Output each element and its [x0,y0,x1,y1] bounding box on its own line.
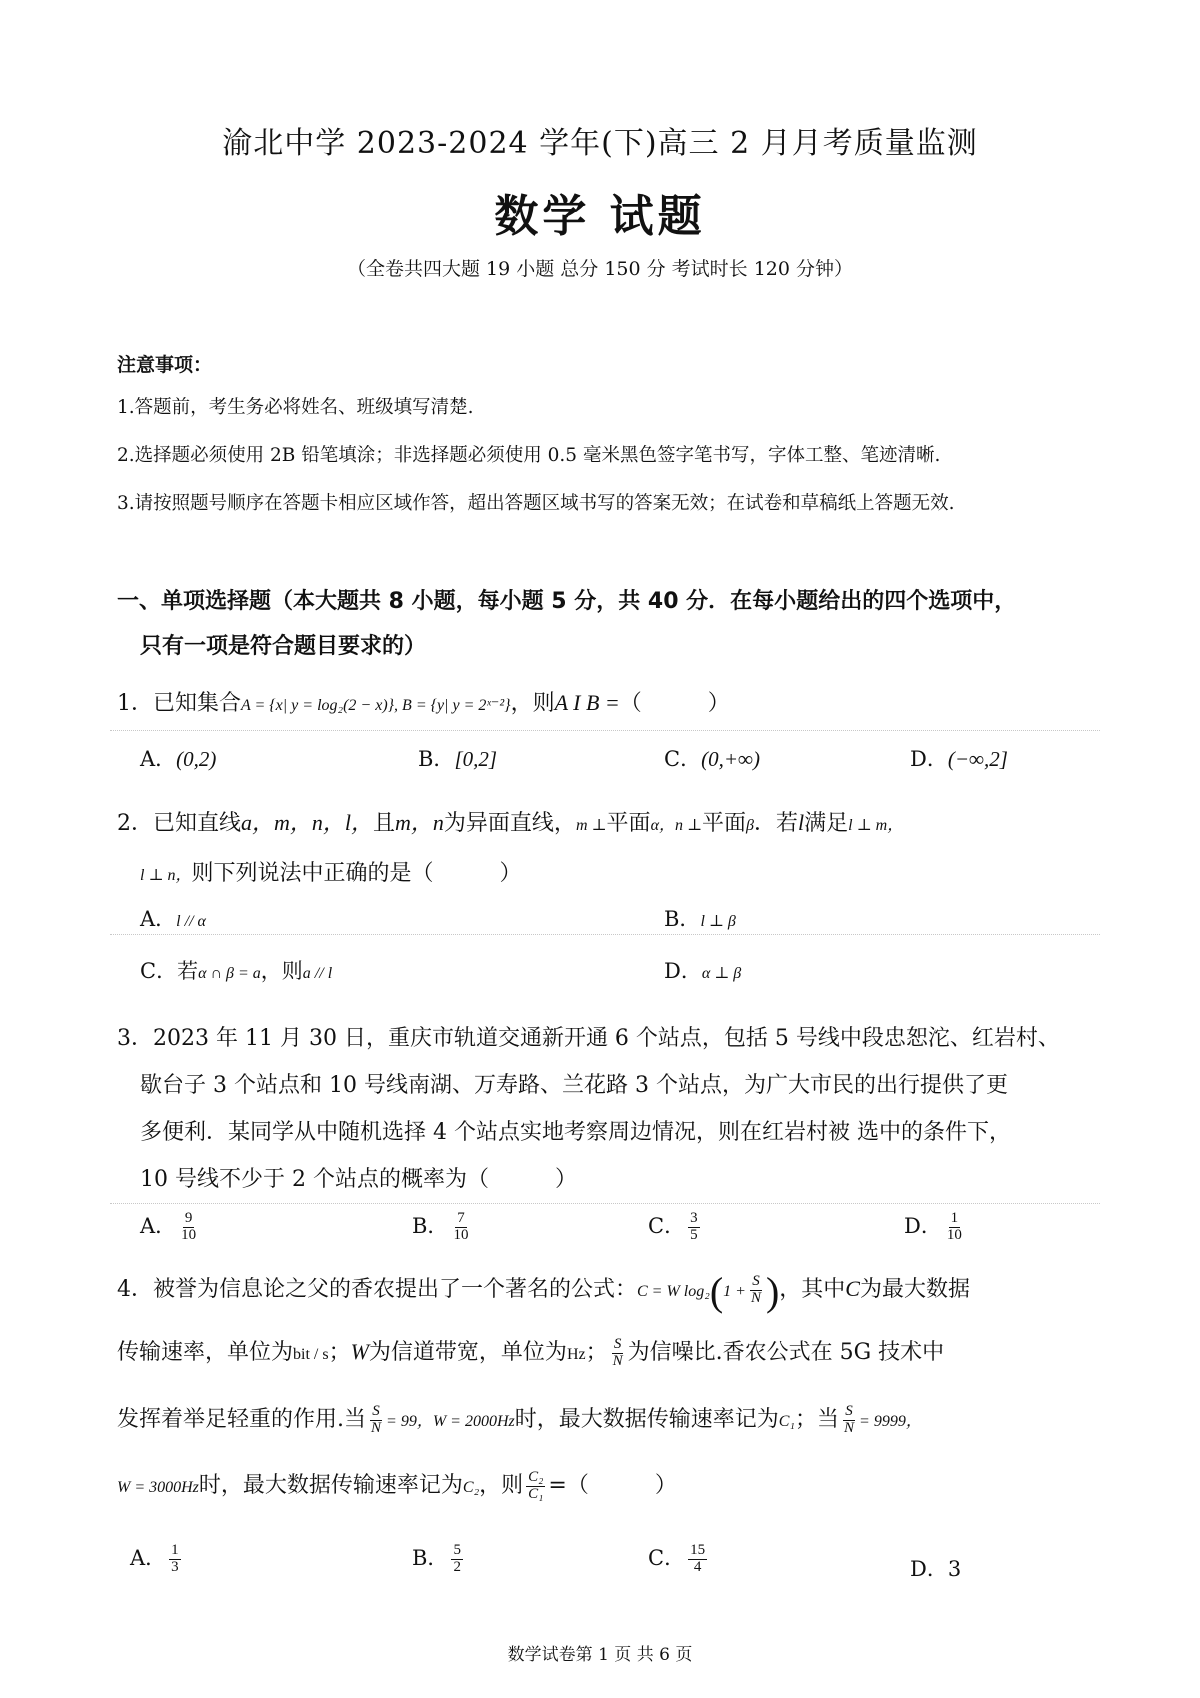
question-3-cont: 10 号线不少于 2 个站点的概率为（ ） [140,1167,577,1192]
q1-option-a: A．(0,2) [140,747,217,771]
notice-item: 2.选择题必须使用 2B 铅笔填涂；非选择题必须使用 0.5 毫米黑色签字笔书写，字体工整、笔迹清晰. [117,445,941,466]
section-heading-cont: 只有一项是符合题目要求的） [140,634,427,659]
notice-item: 3.请按照题号顺序在答题卡相应区域作答，超出答题区域书写的答案无效；在试卷和草稿纸上答题无效. [117,493,955,514]
q2-option-b: B．l ⊥ β [664,907,736,931]
question-3: 3．2023 年 11 月 30 日，重庆市轨道交通新开通 6 个站点，包括 5 号线中段忠恕沱、红岩村、 [117,1026,1060,1051]
q1-paren: （ ） [619,691,730,716]
q3-option-d: D． $\frac{1}{10}$ [904,1210,962,1243]
page-footer: 数学试卷第 1 页 共 6 页 [507,1645,693,1665]
q3-option-c: C． $\frac{3}{5}$ [648,1210,698,1243]
q1-option-c: C．(0,+∞) [664,747,760,771]
section-heading: 一、单项选择题（本大题共 8 小题，每小题 5 分，共 40 分．在每小题给出的四个选项中， [117,589,1017,614]
question-3-cont: 多便利．某同学从中随机选择 4 个站点实地考察周边情况，则在红岩村被 选中的条件下， [140,1120,1011,1145]
question-4-cont: 传输速率，单位为bit / s；W为信道带宽，单位为Hz； $\frac{S}{N}$ 为信噪比.香农公式在 5G 技术中 [117,1335,945,1369]
question-4-cont: 发挥着举足轻重的作用.当 $\frac{S}{N}$ = 99，W = 2000Hz时，最大数据传输速率记为C₁；当 $\frac{S}{N}$ = 9999， [117,1402,922,1436]
question-4-cont: W = 3000Hz时，最大数据传输速率记为C₂，则 $\frac{\text{C₂}}{\text{C₁}}$ =（ ） [117,1468,677,1502]
q4-option-a: A． $\frac{1}{3}$ [130,1542,179,1575]
q1-text: ，则 [510,691,555,716]
q1-expr: A I B = [554,690,620,715]
q1-option-d: D．(−∞,2] [910,747,1008,771]
q3-option-a: A． $\frac{9}{10}$ [140,1210,197,1243]
q2-option-c: C．若α ∩ β = a，则a // l [140,959,333,983]
question-1 [117,686,730,717]
question-3-cont: 歇台子 3 个站点和 10 号线南湖、万寿路、兰花路 3 个站点，为广大市民的出行提供了更 [140,1073,1008,1098]
q1-set-b: , B = {y| y = 2ˣ⁻²} [394,697,511,714]
exam-info: （全卷共四大题 19 小题 总分 150 分 考试时长 120 分钟） [346,258,854,280]
q3-option-b: B． $\frac{7}{10}$ [412,1210,469,1243]
q1-option-b: B．[0,2] [418,747,498,771]
q2-option-d: D．α ⊥ β [664,959,742,983]
notice-heading: 注意事项： [117,354,213,376]
question-2: 2．已知直线a，m，n，l，且m，n为异面直线，m ⊥平面α，n ⊥平面β．若l满足l ⊥ m， [117,810,904,836]
q4-option-c: C． $\frac{15}{4}$ [648,1542,706,1575]
q1-text: 1．已知集合 [117,691,241,716]
q4-option-d: D．3 [910,1557,962,1581]
q4-option-b: B． $\frac{5}{2}$ [412,1542,461,1575]
exam-subject: 数学 试题 [494,191,706,242]
exam-title: 渝北中学 2023-2024 学年(下)高三 2 月月考质量监测 [222,126,978,161]
q1-set-a: A = {x| y = log₂(2 − x)} [241,697,395,714]
notice-item: 1.答题前，考生务必将姓名、班级填写清楚. [117,397,474,418]
question-2-cont: l ⊥ n，则下列说法中正确的是（ ） [140,861,522,886]
q2-option-a: A．l // α [140,907,206,931]
question-4: 4．被誉为信息论之父的香农提出了一个著名的公式：C = W log₂(1 + $\frac{S}{N}$ )，其中C为最大数据 [117,1269,970,1314]
